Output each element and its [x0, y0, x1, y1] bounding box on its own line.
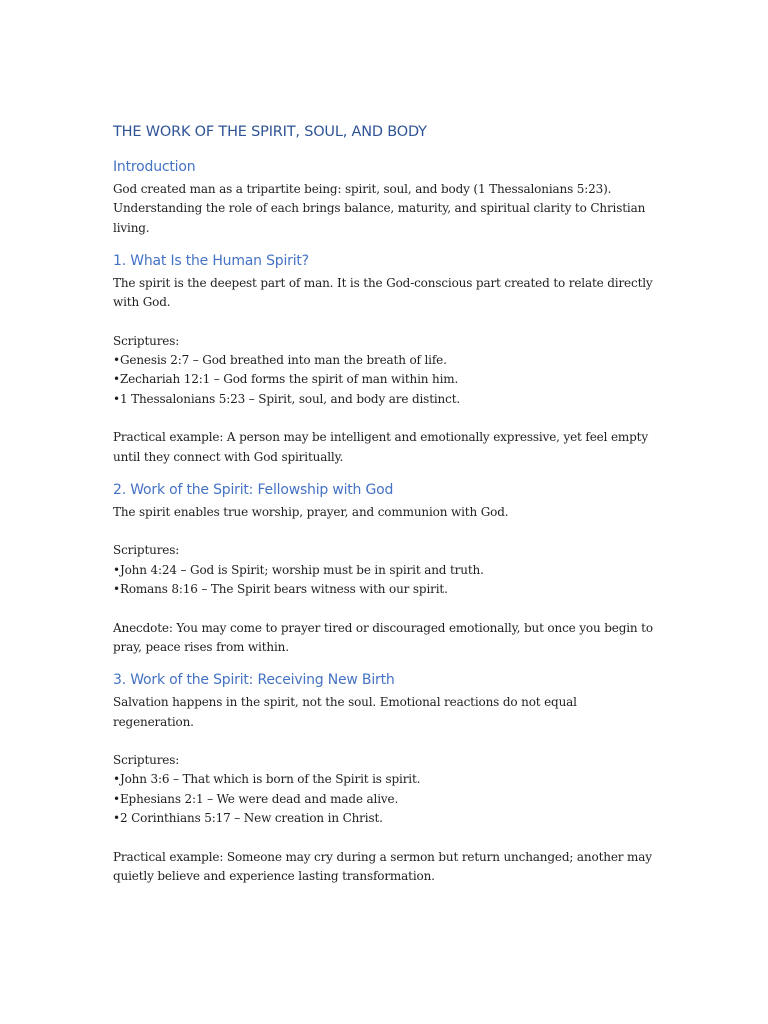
blank-line — [113, 522, 658, 541]
blank-line — [113, 409, 658, 428]
practical-example: Practical example: A person may be intelligent and emotionally expressive, yet feel empty until they connect with God spiritually. — [113, 430, 648, 464]
scripture-list — [113, 770, 658, 828]
section-new-birth — [113, 670, 658, 886]
section-human-spirit — [113, 251, 658, 467]
scripture-item: • 2 Corinthians 5:17 – New creation in Christ. — [113, 809, 658, 828]
section-heading: 3. Work of the Spirit: Receiving New Birth — [113, 672, 395, 689]
anecdote: Anecdote: You may come to prayer tired or discouraged emotionally, but once you begin to pray, peace rises from within. — [113, 620, 653, 654]
document-page — [113, 124, 658, 899]
section-heading: 2. Work of the Spirit: Fellowship with God — [113, 481, 394, 498]
scripture-item: • Genesis 2:7 – God breathed into man the breath of life. — [113, 351, 658, 370]
scripture-item: • Zechariah 12:1 – God forms the spirit of man within him. — [113, 370, 658, 389]
section-paragraph: The spirit enables true worship, prayer, and communion with God. — [113, 504, 509, 519]
scripture-item: • 1 Thessalonians 5:23 – Spirit, soul, and body are distinct. — [113, 390, 658, 409]
scriptures-label: Scriptures: — [113, 543, 180, 558]
scripture-item: • Romans 8:16 – The Spirit bears witness with our spirit. — [113, 580, 658, 599]
section-paragraph: Salvation happens in the spirit, not the soul. Emotional reactions do not equal regeneration. — [113, 695, 577, 729]
scripture-item: • John 3:6 – That which is born of the Spirit is spirit. — [113, 770, 658, 789]
section-paragraph: God created man as a tripartite being: spirit, soul, and body (1 Thessalonians 5:23). Understanding the role of each brings balance, maturity, and spiritual clarity to Christian living. — [113, 182, 646, 235]
scripture-item: • John 4:24 – God is Spirit; worship must be in spirit and truth. — [113, 561, 658, 580]
section-heading: Introduction — [113, 159, 196, 175]
section-paragraph: The spirit is the deepest part of man. It is the God-conscious part created to relate directly with God. — [113, 275, 653, 310]
scriptures-label: Scriptures: — [113, 333, 180, 348]
blank-line — [113, 599, 658, 618]
blank-line — [113, 828, 658, 847]
document-title: THE WORK OF THE SPIRIT, SOUL, AND BODY — [113, 124, 427, 140]
section-introduction — [113, 157, 658, 238]
scripture-list — [113, 561, 658, 600]
section-fellowship — [113, 480, 658, 657]
blank-line — [113, 312, 658, 331]
scripture-item: • Ephesians 2:1 – We were dead and made alive. — [113, 790, 658, 809]
scriptures-label: Scriptures: — [113, 753, 180, 768]
section-heading: 1. What Is the Human Spirit? — [113, 252, 309, 269]
scripture-list — [113, 351, 658, 409]
blank-line — [113, 732, 658, 751]
practical-example: Practical example: Someone may cry during a sermon but return unchanged; another may quietly believe and experience lasting transformation. — [113, 849, 652, 883]
